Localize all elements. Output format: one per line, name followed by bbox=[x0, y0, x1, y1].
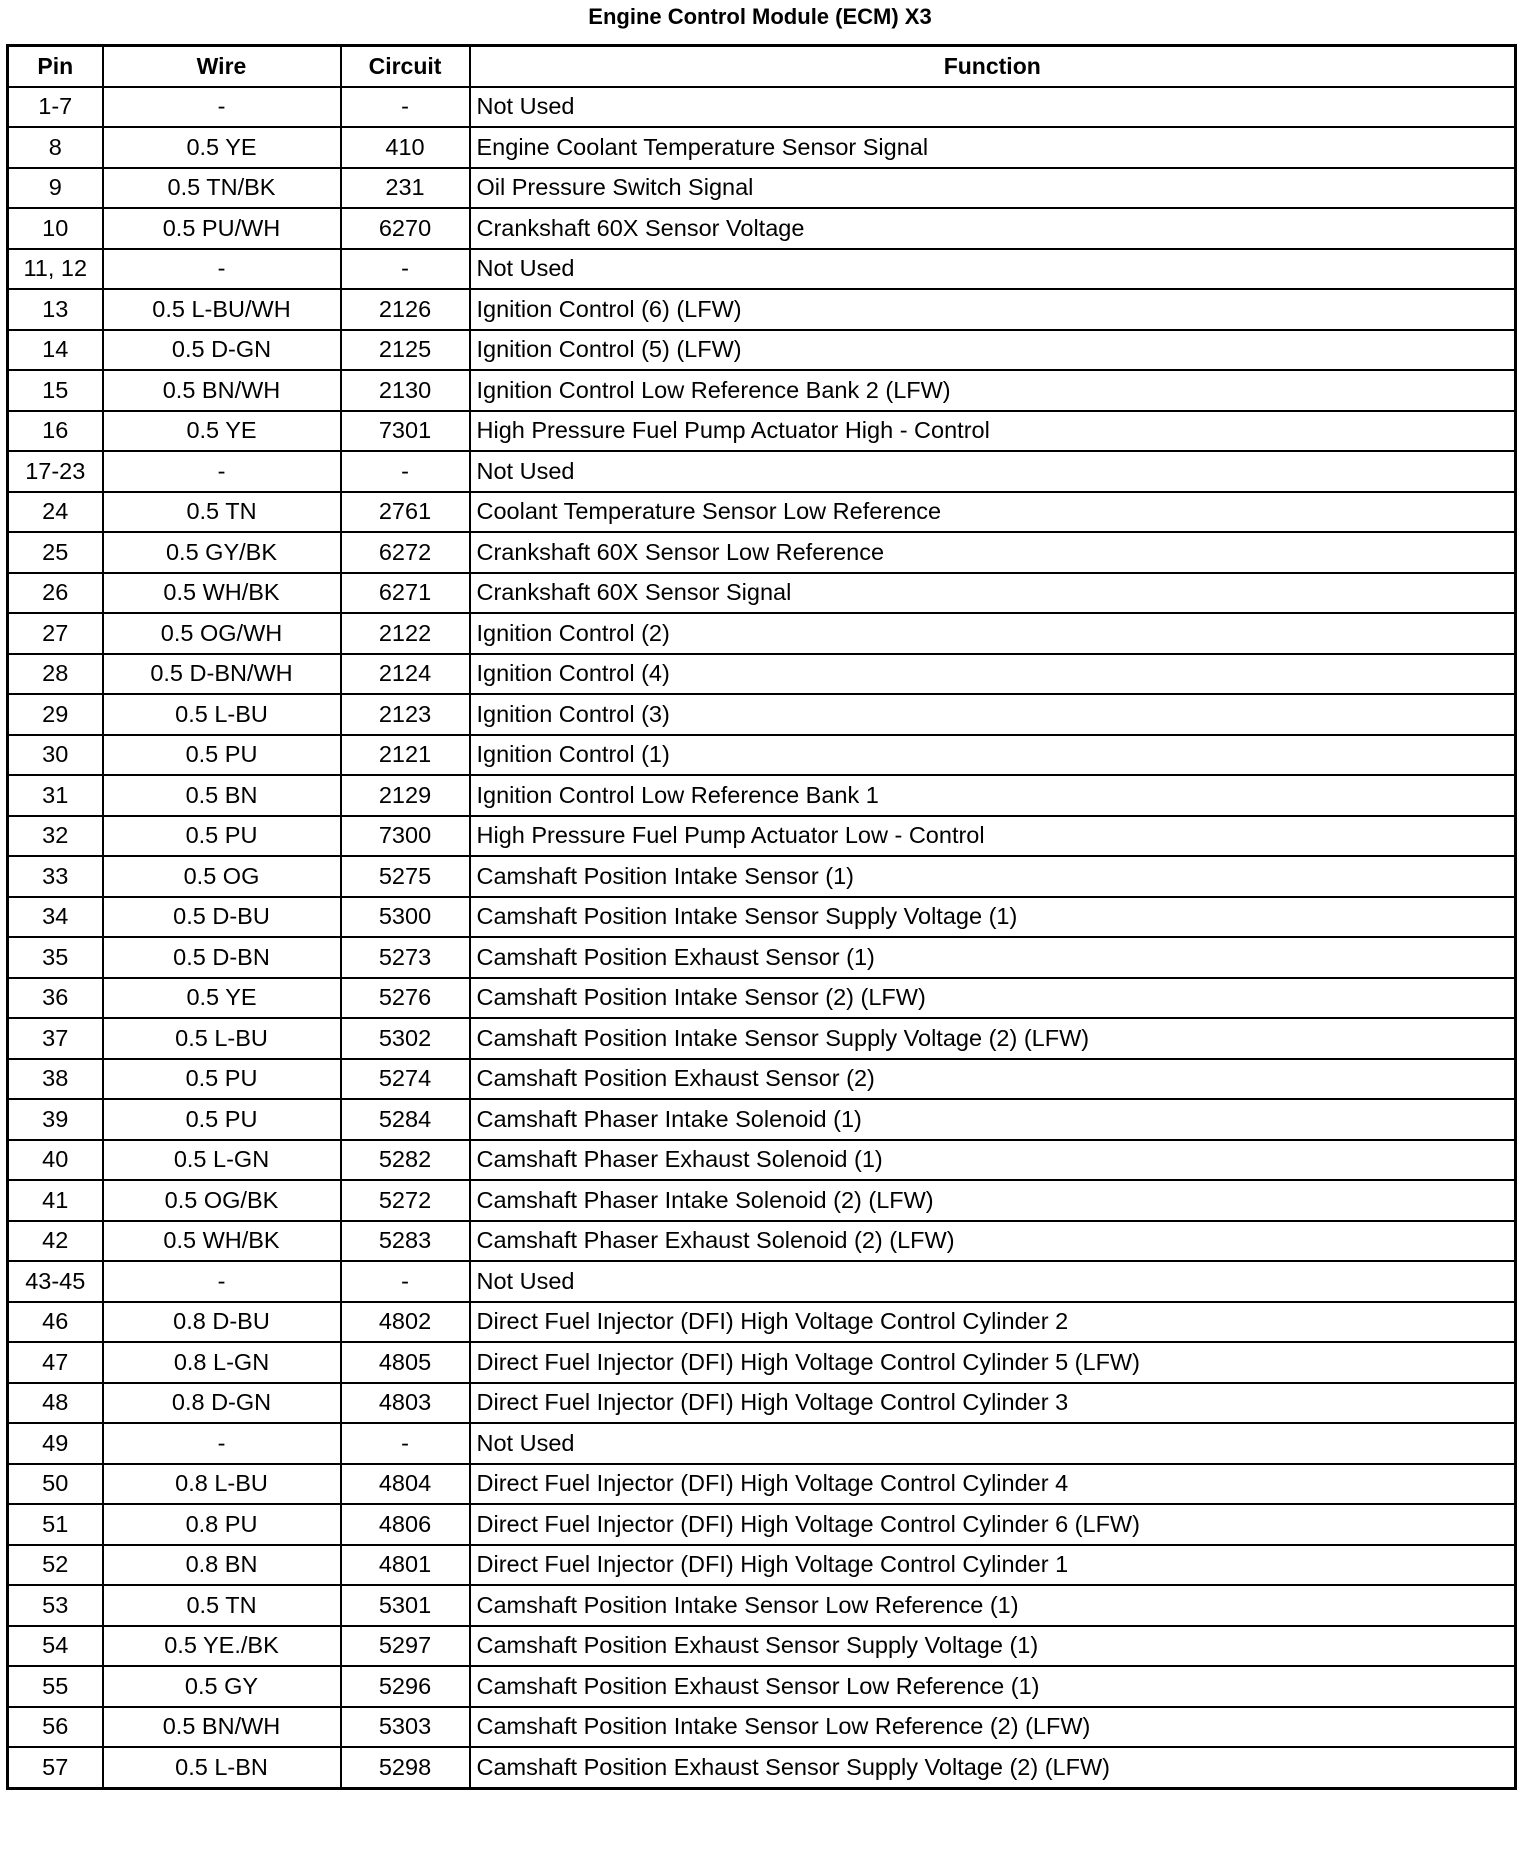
cell-wire: 0.5 TN/BK bbox=[103, 168, 341, 209]
cell-function: Camshaft Position Intake Sensor Low Reference (1) bbox=[470, 1585, 1516, 1626]
cell-circuit: 4804 bbox=[341, 1464, 470, 1505]
cell-wire: 0.5 PU bbox=[103, 735, 341, 776]
cell-circuit: 2121 bbox=[341, 735, 470, 776]
table-row bbox=[8, 451, 1516, 492]
table-row bbox=[8, 1666, 1516, 1707]
header-function: Function bbox=[470, 46, 1516, 87]
table-row bbox=[8, 1059, 1516, 1100]
cell-wire: 0.5 OG/WH bbox=[103, 613, 341, 654]
table-row bbox=[8, 897, 1516, 938]
cell-pin: 57 bbox=[8, 1747, 103, 1788]
table-row bbox=[8, 1018, 1516, 1059]
table-row bbox=[8, 694, 1516, 735]
table-row bbox=[8, 1099, 1516, 1140]
cell-function: Ignition Control Low Reference Bank 2 (LFW) bbox=[470, 370, 1516, 411]
cell-pin: 27 bbox=[8, 613, 103, 654]
cell-circuit: 5303 bbox=[341, 1707, 470, 1748]
cell-wire: - bbox=[103, 249, 341, 290]
cell-circuit: 7301 bbox=[341, 411, 470, 452]
cell-function: Not Used bbox=[470, 1261, 1516, 1302]
cell-pin: 35 bbox=[8, 937, 103, 978]
cell-wire: 0.8 L-BU bbox=[103, 1464, 341, 1505]
cell-wire: 0.5 PU bbox=[103, 816, 341, 857]
cell-wire: 0.8 D-GN bbox=[103, 1383, 341, 1424]
table-row bbox=[8, 208, 1516, 249]
table-row bbox=[8, 1545, 1516, 1586]
cell-circuit: 2761 bbox=[341, 492, 470, 533]
cell-circuit: 6271 bbox=[341, 573, 470, 614]
cell-wire: 0.8 D-BU bbox=[103, 1302, 341, 1343]
pinout-table bbox=[6, 44, 1517, 1790]
table-row bbox=[8, 937, 1516, 978]
cell-pin: 43-45 bbox=[8, 1261, 103, 1302]
cell-pin: 25 bbox=[8, 532, 103, 573]
table-row bbox=[8, 1504, 1516, 1545]
cell-wire: 0.5 OG bbox=[103, 856, 341, 897]
cell-circuit: 5300 bbox=[341, 897, 470, 938]
cell-pin: 42 bbox=[8, 1221, 103, 1262]
table-row bbox=[8, 532, 1516, 573]
table-row bbox=[8, 816, 1516, 857]
cell-function: Camshaft Position Exhaust Sensor Low Reference (1) bbox=[470, 1666, 1516, 1707]
cell-function: Camshaft Position Intake Sensor Low Reference (2) (LFW) bbox=[470, 1707, 1516, 1748]
cell-circuit: - bbox=[341, 249, 470, 290]
header-wire: Wire bbox=[103, 46, 341, 87]
cell-function: Ignition Control (1) bbox=[470, 735, 1516, 776]
cell-wire: 0.8 BN bbox=[103, 1545, 341, 1586]
cell-function: High Pressure Fuel Pump Actuator High - Control bbox=[470, 411, 1516, 452]
cell-pin: 31 bbox=[8, 775, 103, 816]
table-row bbox=[8, 1707, 1516, 1748]
cell-wire: 0.5 YE./BK bbox=[103, 1626, 341, 1667]
table-row bbox=[8, 1747, 1516, 1788]
cell-function: Direct Fuel Injector (DFI) High Voltage Control Cylinder 3 bbox=[470, 1383, 1516, 1424]
cell-pin: 28 bbox=[8, 654, 103, 695]
cell-wire: - bbox=[103, 1261, 341, 1302]
table-row bbox=[8, 1261, 1516, 1302]
cell-circuit: - bbox=[341, 1423, 470, 1464]
cell-wire: 0.5 D-BU bbox=[103, 897, 341, 938]
cell-wire: 0.5 GY/BK bbox=[103, 532, 341, 573]
cell-wire: 0.5 D-BN/WH bbox=[103, 654, 341, 695]
cell-pin: 26 bbox=[8, 573, 103, 614]
table-row bbox=[8, 1302, 1516, 1343]
table-row bbox=[8, 1342, 1516, 1383]
cell-circuit: 6272 bbox=[341, 532, 470, 573]
cell-wire: - bbox=[103, 87, 341, 128]
cell-function: Direct Fuel Injector (DFI) High Voltage Control Cylinder 1 bbox=[470, 1545, 1516, 1586]
cell-circuit: 2124 bbox=[341, 654, 470, 695]
cell-circuit: 2123 bbox=[341, 694, 470, 735]
cell-circuit: 5275 bbox=[341, 856, 470, 897]
cell-pin: 32 bbox=[8, 816, 103, 857]
cell-function: High Pressure Fuel Pump Actuator Low - Control bbox=[470, 816, 1516, 857]
cell-circuit: 5276 bbox=[341, 978, 470, 1019]
cell-circuit: 5284 bbox=[341, 1099, 470, 1140]
cell-wire: 0.5 PU bbox=[103, 1099, 341, 1140]
cell-circuit: 2122 bbox=[341, 613, 470, 654]
cell-wire: 0.5 GY bbox=[103, 1666, 341, 1707]
cell-pin: 30 bbox=[8, 735, 103, 776]
cell-circuit: 4801 bbox=[341, 1545, 470, 1586]
cell-circuit: 2126 bbox=[341, 289, 470, 330]
table-row bbox=[8, 249, 1516, 290]
cell-wire: 0.5 TN bbox=[103, 1585, 341, 1626]
cell-wire: 0.5 L-BU bbox=[103, 694, 341, 735]
table-row bbox=[8, 613, 1516, 654]
cell-wire: 0.5 BN/WH bbox=[103, 1707, 341, 1748]
cell-circuit: 5273 bbox=[341, 937, 470, 978]
table-row bbox=[8, 1180, 1516, 1221]
cell-function: Not Used bbox=[470, 451, 1516, 492]
cell-wire: 0.8 L-GN bbox=[103, 1342, 341, 1383]
cell-wire: 0.5 BN bbox=[103, 775, 341, 816]
cell-wire: - bbox=[103, 1423, 341, 1464]
cell-pin: 10 bbox=[8, 208, 103, 249]
cell-pin: 37 bbox=[8, 1018, 103, 1059]
cell-function: Direct Fuel Injector (DFI) High Voltage Control Cylinder 5 (LFW) bbox=[470, 1342, 1516, 1383]
cell-pin: 11, 12 bbox=[8, 249, 103, 290]
cell-circuit: 5301 bbox=[341, 1585, 470, 1626]
cell-function: Engine Coolant Temperature Sensor Signal bbox=[470, 127, 1516, 168]
cell-function: Ignition Control (3) bbox=[470, 694, 1516, 735]
cell-pin: 14 bbox=[8, 330, 103, 371]
cell-pin: 1-7 bbox=[8, 87, 103, 128]
cell-circuit: 5282 bbox=[341, 1140, 470, 1181]
cell-function: Camshaft Position Exhaust Sensor (1) bbox=[470, 937, 1516, 978]
table-row bbox=[8, 1626, 1516, 1667]
header-circuit: Circuit bbox=[341, 46, 470, 87]
table-row bbox=[8, 978, 1516, 1019]
cell-wire: 0.8 PU bbox=[103, 1504, 341, 1545]
cell-pin: 24 bbox=[8, 492, 103, 533]
cell-circuit: 4802 bbox=[341, 1302, 470, 1343]
cell-pin: 9 bbox=[8, 168, 103, 209]
table-row bbox=[8, 330, 1516, 371]
document-title: Engine Control Module (ECM) X3 bbox=[588, 4, 932, 29]
cell-pin: 50 bbox=[8, 1464, 103, 1505]
cell-pin: 15 bbox=[8, 370, 103, 411]
cell-function: Camshaft Position Exhaust Sensor (2) bbox=[470, 1059, 1516, 1100]
cell-circuit: 5302 bbox=[341, 1018, 470, 1059]
cell-function: Direct Fuel Injector (DFI) High Voltage Control Cylinder 2 bbox=[470, 1302, 1516, 1343]
cell-wire: 0.5 L-BN bbox=[103, 1747, 341, 1788]
table-row bbox=[8, 654, 1516, 695]
cell-pin: 36 bbox=[8, 978, 103, 1019]
cell-function: Coolant Temperature Sensor Low Reference bbox=[470, 492, 1516, 533]
table-row bbox=[8, 370, 1516, 411]
cell-circuit: 2129 bbox=[341, 775, 470, 816]
cell-circuit: 4805 bbox=[341, 1342, 470, 1383]
cell-circuit: 5274 bbox=[341, 1059, 470, 1100]
table-row bbox=[8, 735, 1516, 776]
cell-function: Ignition Control (2) bbox=[470, 613, 1516, 654]
cell-function: Camshaft Position Intake Sensor (2) (LFW) bbox=[470, 978, 1516, 1019]
cell-function: Direct Fuel Injector (DFI) High Voltage Control Cylinder 6 (LFW) bbox=[470, 1504, 1516, 1545]
table-row bbox=[8, 1383, 1516, 1424]
cell-wire: 0.5 BN/WH bbox=[103, 370, 341, 411]
cell-pin: 54 bbox=[8, 1626, 103, 1667]
cell-function: Oil Pressure Switch Signal bbox=[470, 168, 1516, 209]
cell-function: Camshaft Phaser Intake Solenoid (2) (LFW) bbox=[470, 1180, 1516, 1221]
cell-wire: 0.5 YE bbox=[103, 411, 341, 452]
table-row bbox=[8, 289, 1516, 330]
cell-pin: 17-23 bbox=[8, 451, 103, 492]
cell-circuit: 6270 bbox=[341, 208, 470, 249]
cell-function: Camshaft Position Intake Sensor Supply Voltage (2) (LFW) bbox=[470, 1018, 1516, 1059]
cell-pin: 41 bbox=[8, 1180, 103, 1221]
cell-circuit: 5298 bbox=[341, 1747, 470, 1788]
cell-function: Ignition Control (4) bbox=[470, 654, 1516, 695]
cell-pin: 33 bbox=[8, 856, 103, 897]
cell-circuit: 2130 bbox=[341, 370, 470, 411]
cell-pin: 39 bbox=[8, 1099, 103, 1140]
cell-pin: 47 bbox=[8, 1342, 103, 1383]
cell-pin: 53 bbox=[8, 1585, 103, 1626]
cell-wire: 0.5 YE bbox=[103, 127, 341, 168]
cell-pin: 40 bbox=[8, 1140, 103, 1181]
cell-wire: 0.5 TN bbox=[103, 492, 341, 533]
cell-pin: 16 bbox=[8, 411, 103, 452]
cell-wire: 0.5 L-GN bbox=[103, 1140, 341, 1181]
cell-pin: 8 bbox=[8, 127, 103, 168]
cell-function: Crankshaft 60X Sensor Voltage bbox=[470, 208, 1516, 249]
table-row bbox=[8, 168, 1516, 209]
cell-wire: 0.5 D-GN bbox=[103, 330, 341, 371]
table-row bbox=[8, 1221, 1516, 1262]
table-row bbox=[8, 492, 1516, 533]
cell-function: Crankshaft 60X Sensor Signal bbox=[470, 573, 1516, 614]
cell-circuit: 2125 bbox=[341, 330, 470, 371]
cell-function: Crankshaft 60X Sensor Low Reference bbox=[470, 532, 1516, 573]
cell-pin: 13 bbox=[8, 289, 103, 330]
cell-wire: 0.5 WH/BK bbox=[103, 573, 341, 614]
table-row bbox=[8, 411, 1516, 452]
pinout-table-body bbox=[8, 87, 1516, 1789]
cell-pin: 34 bbox=[8, 897, 103, 938]
cell-circuit: 4803 bbox=[341, 1383, 470, 1424]
cell-function: Not Used bbox=[470, 249, 1516, 290]
cell-function: Camshaft Phaser Exhaust Solenoid (1) bbox=[470, 1140, 1516, 1181]
cell-circuit: 5272 bbox=[341, 1180, 470, 1221]
table-row bbox=[8, 1423, 1516, 1464]
cell-circuit: 410 bbox=[341, 127, 470, 168]
cell-function: Ignition Control (6) (LFW) bbox=[470, 289, 1516, 330]
cell-wire: 0.5 L-BU bbox=[103, 1018, 341, 1059]
cell-circuit: 5283 bbox=[341, 1221, 470, 1262]
header-row bbox=[8, 46, 1516, 87]
cell-function: Camshaft Position Exhaust Sensor Supply Voltage (2) (LFW) bbox=[470, 1747, 1516, 1788]
cell-circuit: - bbox=[341, 451, 470, 492]
table-row bbox=[8, 127, 1516, 168]
header-pin: Pin bbox=[8, 46, 103, 87]
cell-pin: 48 bbox=[8, 1383, 103, 1424]
table-row bbox=[8, 1585, 1516, 1626]
table-row bbox=[8, 1140, 1516, 1181]
cell-circuit: 4806 bbox=[341, 1504, 470, 1545]
table-row bbox=[8, 573, 1516, 614]
cell-circuit: 5296 bbox=[341, 1666, 470, 1707]
cell-function: Camshaft Phaser Intake Solenoid (1) bbox=[470, 1099, 1516, 1140]
cell-wire: - bbox=[103, 451, 341, 492]
table-row bbox=[8, 87, 1516, 128]
cell-circuit: - bbox=[341, 1261, 470, 1302]
cell-pin: 29 bbox=[8, 694, 103, 735]
cell-pin: 38 bbox=[8, 1059, 103, 1100]
table-row bbox=[8, 1464, 1516, 1505]
cell-function: Camshaft Position Exhaust Sensor Supply Voltage (1) bbox=[470, 1626, 1516, 1667]
cell-pin: 46 bbox=[8, 1302, 103, 1343]
cell-wire: 0.5 PU/WH bbox=[103, 208, 341, 249]
cell-wire: 0.5 YE bbox=[103, 978, 341, 1019]
cell-wire: 0.5 L-BU/WH bbox=[103, 289, 341, 330]
table-row bbox=[8, 775, 1516, 816]
cell-function: Camshaft Phaser Exhaust Solenoid (2) (LFW) bbox=[470, 1221, 1516, 1262]
cell-function: Not Used bbox=[470, 1423, 1516, 1464]
cell-function: Ignition Control Low Reference Bank 1 bbox=[470, 775, 1516, 816]
cell-wire: 0.5 WH/BK bbox=[103, 1221, 341, 1262]
cell-function: Camshaft Position Intake Sensor Supply Voltage (1) bbox=[470, 897, 1516, 938]
cell-circuit: 5297 bbox=[341, 1626, 470, 1667]
table-row bbox=[8, 856, 1516, 897]
cell-circuit: 7300 bbox=[341, 816, 470, 857]
cell-pin: 52 bbox=[8, 1545, 103, 1586]
cell-function: Direct Fuel Injector (DFI) High Voltage Control Cylinder 4 bbox=[470, 1464, 1516, 1505]
cell-wire: 0.5 PU bbox=[103, 1059, 341, 1100]
cell-pin: 49 bbox=[8, 1423, 103, 1464]
cell-wire: 0.5 OG/BK bbox=[103, 1180, 341, 1221]
cell-function: Not Used bbox=[470, 87, 1516, 128]
cell-circuit: 231 bbox=[341, 168, 470, 209]
cell-wire: 0.5 D-BN bbox=[103, 937, 341, 978]
cell-pin: 51 bbox=[8, 1504, 103, 1545]
cell-pin: 56 bbox=[8, 1707, 103, 1748]
cell-pin: 55 bbox=[8, 1666, 103, 1707]
cell-function: Ignition Control (5) (LFW) bbox=[470, 330, 1516, 371]
cell-circuit: - bbox=[341, 87, 470, 128]
cell-function: Camshaft Position Intake Sensor (1) bbox=[470, 856, 1516, 897]
